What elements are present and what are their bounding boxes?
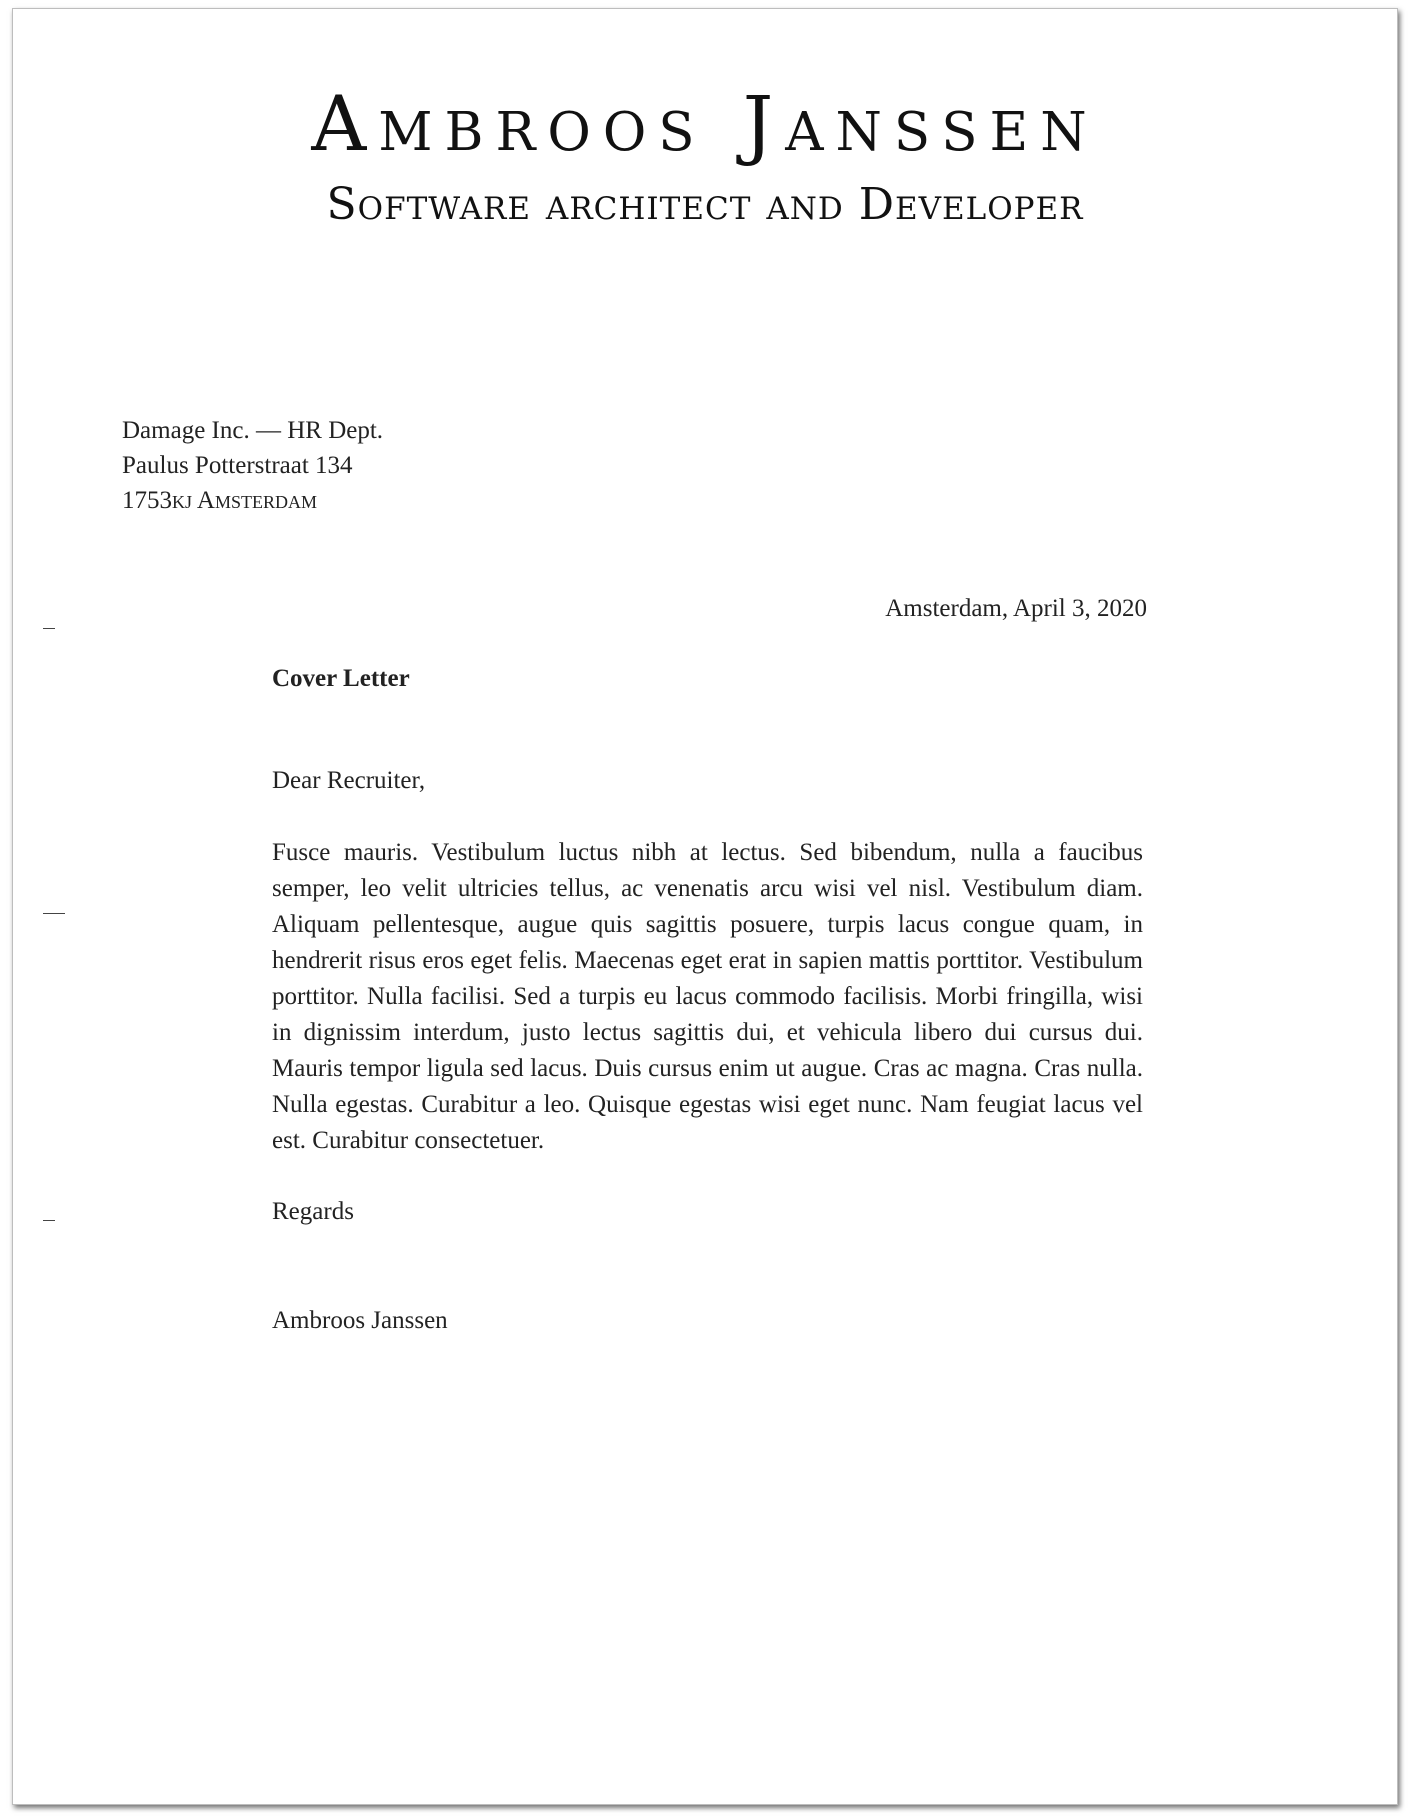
fold-mark-middle (43, 913, 65, 914)
fold-mark-bottom (43, 1220, 55, 1221)
sender-name: Ambroos Janssen (311, 79, 1099, 168)
sender-title: Software architect and Developer (326, 179, 1084, 230)
letter-body: Fusce mauris. Vestibulum luctus nibh at lectus. Sed bibendum, nulla a faucibus semper, leo velit ultricies tellus, ac venenatis arcu wisi vel nisl. Vestibulum diam. Aliquam pellentesque, augue quis sagittis posuere, turpis lacus congue quam, in hendrerit risus eros eget felis. Maecenas eget erat in sapien mattis porttitor. Vestibulum porttitor. Nulla facilisi. Sed a turpis eu lacus commodo facilisis. Morbi fringilla, wisi in dignissim interdum, justo lectus sagittis dui, et vehicula libero dui cursus dui. Mauris tempor ligula sed lacus. Duis cursus enim ut augue. Cras ac magna. Cras nulla. Nulla egestas. Curabitur a leo. Quisque egestas wisi eget nunc. Nam feugiat lacus vel est. Curabitur consectetuer. (272, 839, 1143, 1154)
fold-mark-top (43, 628, 55, 629)
letter-closing: Regards (272, 1198, 354, 1225)
letter-signature: Ambroos Janssen (272, 1307, 448, 1334)
letter-date: Amsterdam, April 3, 2020 (885, 595, 1147, 622)
recipient-line-1: Damage Inc. — HR Dept. (122, 417, 384, 444)
letter-subject: Cover Letter (272, 665, 410, 692)
recipient-city: Amsterdam (196, 487, 317, 514)
recipient-postal-code: 1753kj (122, 487, 193, 514)
recipient-address (122, 413, 383, 518)
letter-page (12, 8, 1398, 1805)
recipient-line-2: Paulus Potterstraat 134 (122, 452, 353, 479)
recipient-line-3 (122, 483, 383, 518)
letter-salutation: Dear Recruiter, (272, 767, 426, 794)
